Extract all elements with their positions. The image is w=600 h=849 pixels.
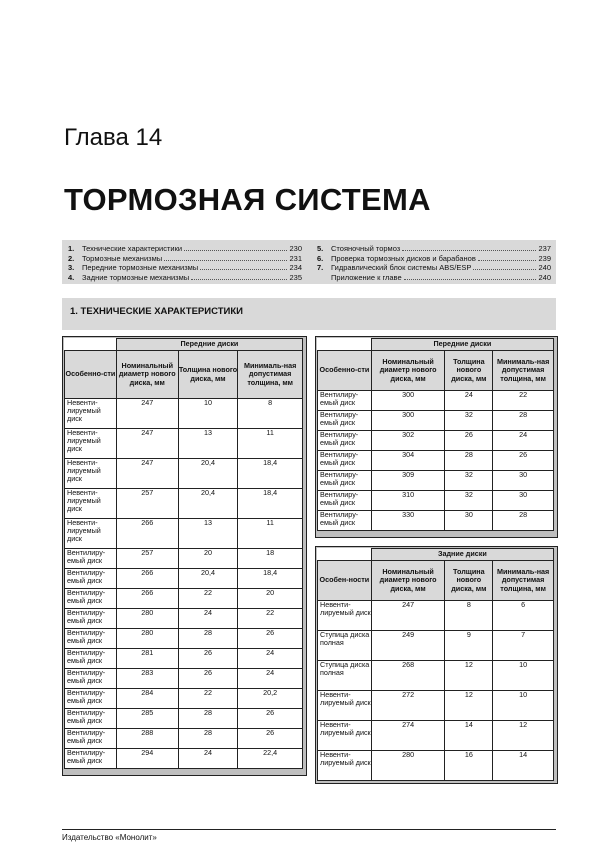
cell-value: 12 <box>493 721 554 751</box>
column-header: Толщина нового диска, мм <box>178 351 238 399</box>
cell-value: 22 <box>238 609 303 629</box>
column-header: Минималь-ная допустимая толщина, мм <box>238 351 303 399</box>
table-row <box>318 511 554 531</box>
chapter-label: Глава 14 <box>64 124 163 151</box>
toc-title: Приложение к главе <box>331 272 402 282</box>
cell-value: 26 <box>445 431 493 451</box>
cell-value: 249 <box>371 631 445 661</box>
table-row <box>65 519 303 549</box>
section-heading-bar <box>62 298 556 330</box>
table-row <box>318 411 554 431</box>
table-row <box>65 709 303 729</box>
cell-value: 12 <box>445 691 493 721</box>
cell-value: 310 <box>371 491 445 511</box>
cell-value: 266 <box>116 569 178 589</box>
cell-value: 300 <box>371 411 445 431</box>
table-row <box>65 689 303 709</box>
cell-value: 294 <box>116 749 178 769</box>
cell-type: Вентилиру-емый диск <box>65 609 117 629</box>
table-row <box>318 691 554 721</box>
toc-item[interactable] <box>317 273 551 283</box>
toc-leader <box>164 259 287 261</box>
cell-value: 30 <box>445 511 493 531</box>
toc-leader <box>191 278 287 280</box>
cell-value: 26 <box>178 669 238 689</box>
cell-type: Вентилиру-емый диск <box>318 431 372 451</box>
toc-page: 231 <box>289 253 302 263</box>
cell-value: 22 <box>178 589 238 609</box>
cell-value: 302 <box>371 431 445 451</box>
cell-value: 18,4 <box>238 489 303 519</box>
toc-leader <box>478 259 537 261</box>
cell-value: 28 <box>493 511 554 531</box>
cell-value: 272 <box>371 691 445 721</box>
cell-type: Вентилиру-емый диск <box>318 391 372 411</box>
table-row <box>318 661 554 691</box>
cell-value: 24 <box>238 669 303 689</box>
table-row <box>65 589 303 609</box>
cell-value: 32 <box>445 411 493 431</box>
cell-value: 18,4 <box>238 569 303 589</box>
table-row <box>318 601 554 631</box>
table-caption: Передние диски <box>116 339 302 351</box>
table-row <box>65 489 303 519</box>
cell-value: 14 <box>493 751 554 781</box>
cell-value: 13 <box>178 429 238 459</box>
toc-leader <box>404 278 537 280</box>
toc-item[interactable] <box>317 254 551 264</box>
cell-value: 10 <box>178 399 238 429</box>
cell-value: 24 <box>238 649 303 669</box>
table-row <box>318 491 554 511</box>
table-row <box>65 649 303 669</box>
cell-value: 20,2 <box>238 689 303 709</box>
cell-value: 10 <box>493 691 554 721</box>
cell-value: 8 <box>238 399 303 429</box>
cell-value: 18,4 <box>238 459 303 489</box>
cell-type: Вентилиру-емый диск <box>65 709 117 729</box>
cell-type: Вентилиру-емый диск <box>65 589 117 609</box>
table-row <box>65 609 303 629</box>
toc-num: 1. <box>68 244 75 253</box>
table-row <box>65 459 303 489</box>
cell-value: 284 <box>116 689 178 709</box>
toc-leader <box>473 268 536 270</box>
toc-page: 234 <box>289 263 302 273</box>
column-header: Минималь-ная допустимая толщина, мм <box>493 561 554 601</box>
cell-value: 22 <box>178 689 238 709</box>
cell-value: 32 <box>445 471 493 491</box>
toc-num: 7. <box>317 263 324 273</box>
toc-item[interactable] <box>68 254 302 264</box>
cell-type: Вентилиру-емый диск <box>65 689 117 709</box>
table-row <box>65 429 303 459</box>
table-row <box>65 569 303 589</box>
cell-type: Невенти-лируемый диск <box>318 601 372 631</box>
cell-value: 247 <box>116 399 178 429</box>
cell-value: 304 <box>371 451 445 471</box>
toc-page: 240 <box>538 272 551 282</box>
cell-value: 6 <box>493 601 554 631</box>
cell-value: 280 <box>116 609 178 629</box>
cell-value: 247 <box>116 459 178 489</box>
toc-leader <box>184 249 287 251</box>
table-row <box>65 729 303 749</box>
cell-type: Вентилиру-емый диск <box>65 649 117 669</box>
cell-value: 22,4 <box>238 749 303 769</box>
table-caption: Передние диски <box>371 339 553 351</box>
cell-value: 280 <box>371 751 445 781</box>
cell-value: 12 <box>445 661 493 691</box>
front-discs-table-left <box>64 338 303 769</box>
cell-value: 11 <box>238 429 303 459</box>
toc-item[interactable] <box>317 263 551 273</box>
toc-leader <box>200 268 287 270</box>
toc-page: 237 <box>538 244 551 253</box>
cell-type: Невенти-лируемый диск <box>318 751 372 781</box>
cell-value: 16 <box>445 751 493 781</box>
cell-value: 247 <box>116 429 178 459</box>
cell-value: 24 <box>493 431 554 451</box>
toc-num: 2. <box>68 253 75 263</box>
column-header: Особенно-сти <box>65 351 117 399</box>
cell-value: 26 <box>238 629 303 649</box>
table-of-contents <box>62 240 556 284</box>
cell-type: Ступица диска полная <box>318 661 372 691</box>
cell-value: 280 <box>116 629 178 649</box>
cell-value: 30 <box>493 471 554 491</box>
toc-num: 3. <box>68 263 75 273</box>
cell-value: 268 <box>371 661 445 691</box>
toc-title: Проверка тормозных дисков и барабанов <box>331 253 476 263</box>
cell-type: Ступица диска полная <box>318 631 372 661</box>
cell-value: 20,4 <box>178 489 238 519</box>
cell-type: Невенти-лируемый диск <box>65 429 117 459</box>
cell-type: Вентилиру-емый диск <box>318 511 372 531</box>
cell-value: 8 <box>445 601 493 631</box>
cell-value: 28 <box>178 709 238 729</box>
cell-type: Вентилиру-емый диск <box>65 749 117 769</box>
cell-type: Вентилиру-емый диск <box>318 411 372 431</box>
table-row <box>318 451 554 471</box>
cell-value: 20 <box>178 549 238 569</box>
cell-type: Вентилиру-емый диск <box>318 491 372 511</box>
cell-value: 22 <box>493 391 554 411</box>
cell-type: Вентилиру-емый диск <box>318 471 372 491</box>
cell-type: Вентилиру-емый диск <box>65 669 117 689</box>
table-row <box>318 471 554 491</box>
column-header: Толщина нового диска, мм <box>445 351 493 391</box>
cell-type: Невенти-лируемый диск <box>318 721 372 751</box>
cell-value: 309 <box>371 471 445 491</box>
toc-num: 6. <box>317 253 324 263</box>
cell-type: Невенти-лируемый диск <box>65 519 117 549</box>
cell-value: 28 <box>493 411 554 431</box>
toc-title: Задние тормозные механизмы <box>82 272 190 282</box>
toc-page: 235 <box>289 272 302 282</box>
cell-type: Вентилиру-емый диск <box>65 549 117 569</box>
table-row <box>318 751 554 781</box>
table-caption: Задние диски <box>371 549 553 561</box>
toc-page: 239 <box>538 253 551 263</box>
column-header: Особенно-сти <box>318 351 372 391</box>
cell-value: 266 <box>116 589 178 609</box>
column-header: Особен-ности <box>318 561 372 601</box>
cell-value: 10 <box>493 661 554 691</box>
table-row <box>318 721 554 751</box>
table-row <box>65 399 303 429</box>
toc-title: Гидравлический блок системы ABS/ESP <box>331 263 472 273</box>
cell-value: 26 <box>493 451 554 471</box>
column-header: Номинальный диаметр нового диска, мм <box>116 351 178 399</box>
cell-value: 257 <box>116 489 178 519</box>
toc-title: Тормозные механизмы <box>82 253 163 263</box>
toc-title: Передние тормозные механизмы <box>82 263 199 273</box>
cell-type: Невенти-лируемый диск <box>318 691 372 721</box>
table-row <box>318 631 554 661</box>
cell-value: 26 <box>178 649 238 669</box>
cell-value: 20,4 <box>178 569 238 589</box>
cell-value: 28 <box>178 629 238 649</box>
cell-value: 32 <box>445 491 493 511</box>
toc-left-column <box>68 244 302 282</box>
front-discs-table-right <box>317 338 554 531</box>
cell-type: Невенти-лируемый диск <box>65 459 117 489</box>
cell-type: Вентилиру-емый диск <box>65 629 117 649</box>
cell-value: 13 <box>178 519 238 549</box>
toc-item[interactable] <box>317 244 551 254</box>
table-row <box>65 629 303 649</box>
cell-type: Вентилиру-емый диск <box>65 729 117 749</box>
cell-value: 20,4 <box>178 459 238 489</box>
toc-leader <box>402 249 536 251</box>
cell-value: 288 <box>116 729 178 749</box>
cell-value: 283 <box>116 669 178 689</box>
cell-value: 20 <box>238 589 303 609</box>
toc-item[interactable] <box>68 273 302 283</box>
cell-value: 7 <box>493 631 554 661</box>
cell-value: 300 <box>371 391 445 411</box>
cell-value: 257 <box>116 549 178 569</box>
cell-type: Невенти-лируемый диск <box>65 489 117 519</box>
toc-title: Стояночный тормоз <box>331 244 401 253</box>
toc-right-column <box>317 244 551 282</box>
cell-type: Невенти-лируемый диск <box>65 399 117 429</box>
cell-value: 28 <box>445 451 493 471</box>
toc-num: 5. <box>317 244 324 253</box>
cell-value: 30 <box>493 491 554 511</box>
cell-value: 28 <box>178 729 238 749</box>
section-heading: 1. ТЕХНИЧЕСКИЕ ХАРАКТЕРИСТИКИ <box>70 306 243 317</box>
toc-item[interactable] <box>68 263 302 273</box>
column-header: Минималь-ная допустимая толщина, мм <box>493 351 554 391</box>
column-header: Номинальный диаметр нового диска, мм <box>371 351 445 391</box>
table-row <box>318 431 554 451</box>
column-header: Толщина нового диска, мм <box>445 561 493 601</box>
cell-type: Вентилиру-емый диск <box>318 451 372 471</box>
page-title: ТОРМОЗНАЯ СИСТЕМА <box>64 182 431 217</box>
publisher-footer: Издательство «Монолит» <box>62 833 157 842</box>
table-row <box>65 549 303 569</box>
cell-value: 9 <box>445 631 493 661</box>
table-row <box>65 669 303 689</box>
column-header: Номинальный диаметр нового диска, мм <box>371 561 445 601</box>
toc-page: 240 <box>538 263 551 273</box>
cell-value: 24 <box>445 391 493 411</box>
rear-discs-table <box>317 548 554 781</box>
cell-value: 281 <box>116 649 178 669</box>
toc-page: 230 <box>289 244 302 253</box>
cell-value: 274 <box>371 721 445 751</box>
table-row <box>65 749 303 769</box>
cell-value: 18 <box>238 549 303 569</box>
cell-value: 330 <box>371 511 445 531</box>
cell-value: 26 <box>238 709 303 729</box>
cell-value: 285 <box>116 709 178 729</box>
cell-value: 247 <box>371 601 445 631</box>
cell-value: 26 <box>238 729 303 749</box>
footer-divider <box>62 829 556 830</box>
cell-value: 24 <box>178 609 238 629</box>
cell-value: 14 <box>445 721 493 751</box>
toc-title: Технические характеристики <box>82 244 183 253</box>
cell-type: Вентилиру-емый диск <box>65 569 117 589</box>
toc-num: 4. <box>68 272 75 282</box>
toc-item[interactable] <box>68 244 302 254</box>
cell-value: 11 <box>238 519 303 549</box>
cell-value: 266 <box>116 519 178 549</box>
table-row <box>318 391 554 411</box>
cell-value: 24 <box>178 749 238 769</box>
